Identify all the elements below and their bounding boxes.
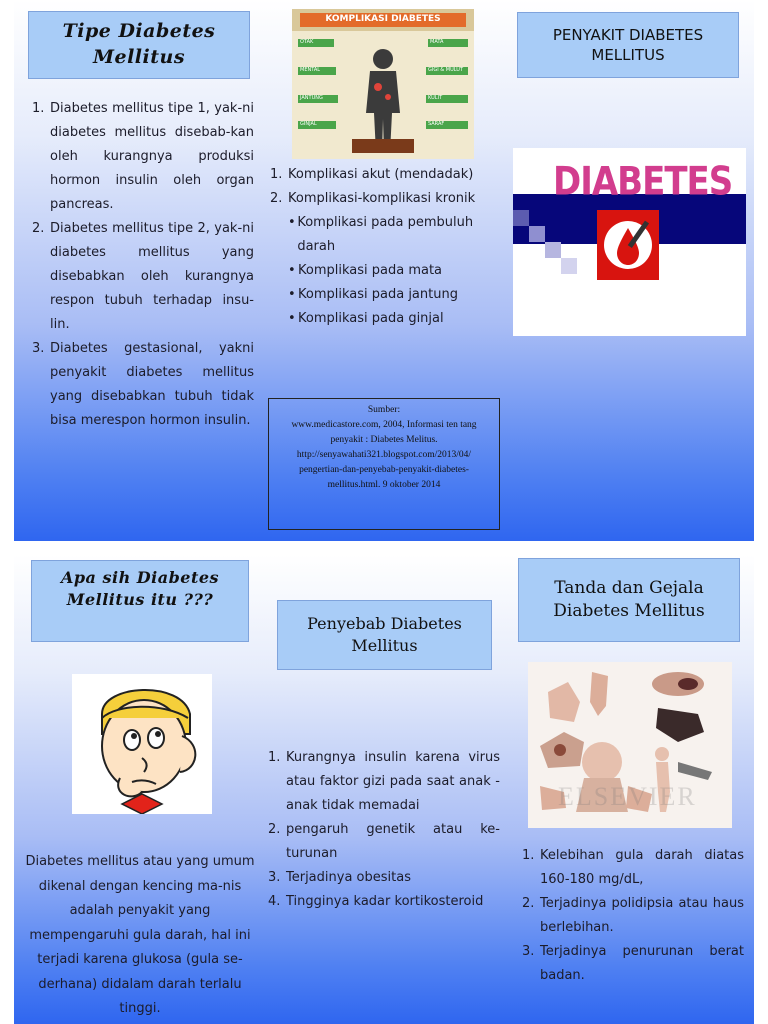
komplikasi-item-text: Komplikasi-komplikasi kronik [288,191,476,206]
gejala-medical-illustration [528,662,732,828]
penyebab-item-text: Tingginya kadar kortikosteroid [286,894,484,909]
poster-label-gigi: GIGI & MULUT [428,67,463,73]
tipe-item-text: Diabetes gestasional, yakni penyakit diabetes mellitus yang disebabkan tubuh tidak bisa merespon hormon insulin. [50,341,254,428]
poster-label-mata: MATA [430,39,444,45]
penyebab-item-text: Kurangnya insulin karena virus atau faktor gizi pada saat anak -anak tidak memadai [286,750,500,813]
apa-sih-title-text: Apa sih Diabetes Mellitus itu ??? [60,568,220,609]
tanda-item-number: 2. [522,896,535,911]
komplikasi-sub-text: Komplikasi pada mata [298,263,443,278]
tanda-item-1 [522,844,744,892]
penyebab-item-3 [268,866,500,890]
tanda-gejala-title [518,558,740,642]
poster-label-kulit: KULIT [428,95,443,101]
komplikasi-sub-item-3 [288,283,500,307]
apa-sih-title [31,560,249,642]
bullet-icon: • [288,263,296,278]
komplikasi-list [270,163,500,331]
gejala-watermark: ELSEVIER [558,782,697,811]
tipe-diabetes-list [32,97,254,433]
sumber-line-1: www.medicastore.com, 2004, Informasi ten tang penyakit : Diabetes Melitus. [291,420,477,445]
bullet-icon: • [288,287,296,302]
sumber-label: Sumber: [367,405,401,415]
penyebab-item-number: 4. [268,894,281,909]
penyebab-item-2 [268,818,500,866]
komplikasi-item-1 [270,163,500,187]
tanda-item-text: Terjadinya penurunan berat badan. [540,944,744,983]
tipe-item-text: Diabetes mellitus tipe 2, yak-ni diabetes mellitus yang disebabkan oleh kurangnya respon tubuh terhadap insu-lin. [50,221,254,332]
thinking-cartoon [72,674,212,814]
komplikasi-sub-item-2 [288,259,500,283]
komplikasi-poster [292,9,474,159]
tanda-gejala-title-text: Tanda dan Gejala Diabetes Mellitus [553,578,705,621]
komplikasi-item-text: Komplikasi akut (mendadak) [288,167,474,182]
tanda-item-3 [522,940,744,988]
thinking-cartoon-graphic [72,674,212,814]
penyebab-title [277,600,492,670]
tipe-diabetes-title [28,11,250,79]
tanda-item-2 [522,892,744,940]
komplikasi-sub-text: Komplikasi pada jantung [298,287,458,302]
tipe-item-2 [32,217,254,337]
tanda-item-number: 1. [522,848,535,863]
komplikasi-sub-item-1 [288,211,500,259]
komplikasi-item-number: 1. [270,167,283,182]
penyebab-item-number: 1. [268,750,281,765]
komplikasi-sub-item-4 [288,307,500,331]
tipe-item-text: Diabetes mellitus tipe 1, yak-ni diabetes mellitus disebab-kan oleh kurangnya produksi hormon insulin oleh organ pancreas. [50,101,254,212]
tanda-item-text: Kelebihan gula darah diatas 160-180 mg/dL, [540,848,744,887]
apa-sih-text: Diabetes mellitus atau yang umum dikenal dengan kencing ma-nis adalah penyakit yang mempengaruhi gula darah, hal ini terjadi karena glukosa (gula se-derhana) didalam darah terlalu tinggi. [25,854,255,1016]
penyebab-item-4 [268,890,500,914]
tanda-gejala-list [522,844,744,988]
komplikasi-poster-title: KOMPLIKASI DIABETES [325,14,441,24]
diabetes-logo [513,148,746,336]
komplikasi-sub-text: Komplikasi pada pembuluh darah [297,215,474,254]
penyebab-title-text: Penyebab Diabetes Mellitus [307,614,462,655]
poster-label-ginjal: GINJAL [300,121,317,127]
penyakit-diabetes-title [517,12,739,78]
komplikasi-sub-text: Komplikasi pada ginjal [298,311,444,326]
tipe-item-1 [32,97,254,217]
penyebab-item-text: Terjadinya obesitas [286,870,411,885]
bullet-icon: • [288,215,296,230]
penyebab-item-number: 3. [268,870,281,885]
sumber-line-2: http://senyawahati321.blogspot.com/2013/04/ pengertian-dan-penyebab-penyakit-diabetes-mellitus.html. 9 oktober 2014 [296,450,472,490]
penyebab-item-text: pengaruh genetik atau ke-turunan [286,822,500,861]
tipe-item-number: 2. [32,221,45,236]
penyebab-list [268,746,500,914]
komplikasi-poster-graphic [292,9,474,159]
penyebab-item-number: 2. [268,822,281,837]
bullet-icon: • [288,311,296,326]
tipe-item-number: 1. [32,101,45,116]
poster-label-jantung: JANTUNG [300,95,323,101]
komplikasi-item-2 [270,187,500,211]
tanda-item-text: Terjadinya polidipsia atau haus berlebihan. [540,896,744,935]
poster-label-mental: MENTAL [300,67,321,73]
penyakit-diabetes-title-text: PENYAKIT DIABETES MELLITUS [552,25,704,64]
poster-label-saraf: SARAF [428,121,445,127]
komplikasi-item-number: 2. [270,191,283,206]
penyebab-item-1 [268,746,500,818]
sumber-box [268,398,500,530]
tipe-item-3 [32,337,254,433]
tipe-diabetes-title-text: Tipe Diabetes Mellitus [62,20,216,68]
tipe-item-number: 3. [32,341,45,356]
poster-label-otak: OTAK [300,39,314,45]
diabetes-logo-text: DIABETES [553,159,733,205]
tanda-item-number: 3. [522,944,535,959]
